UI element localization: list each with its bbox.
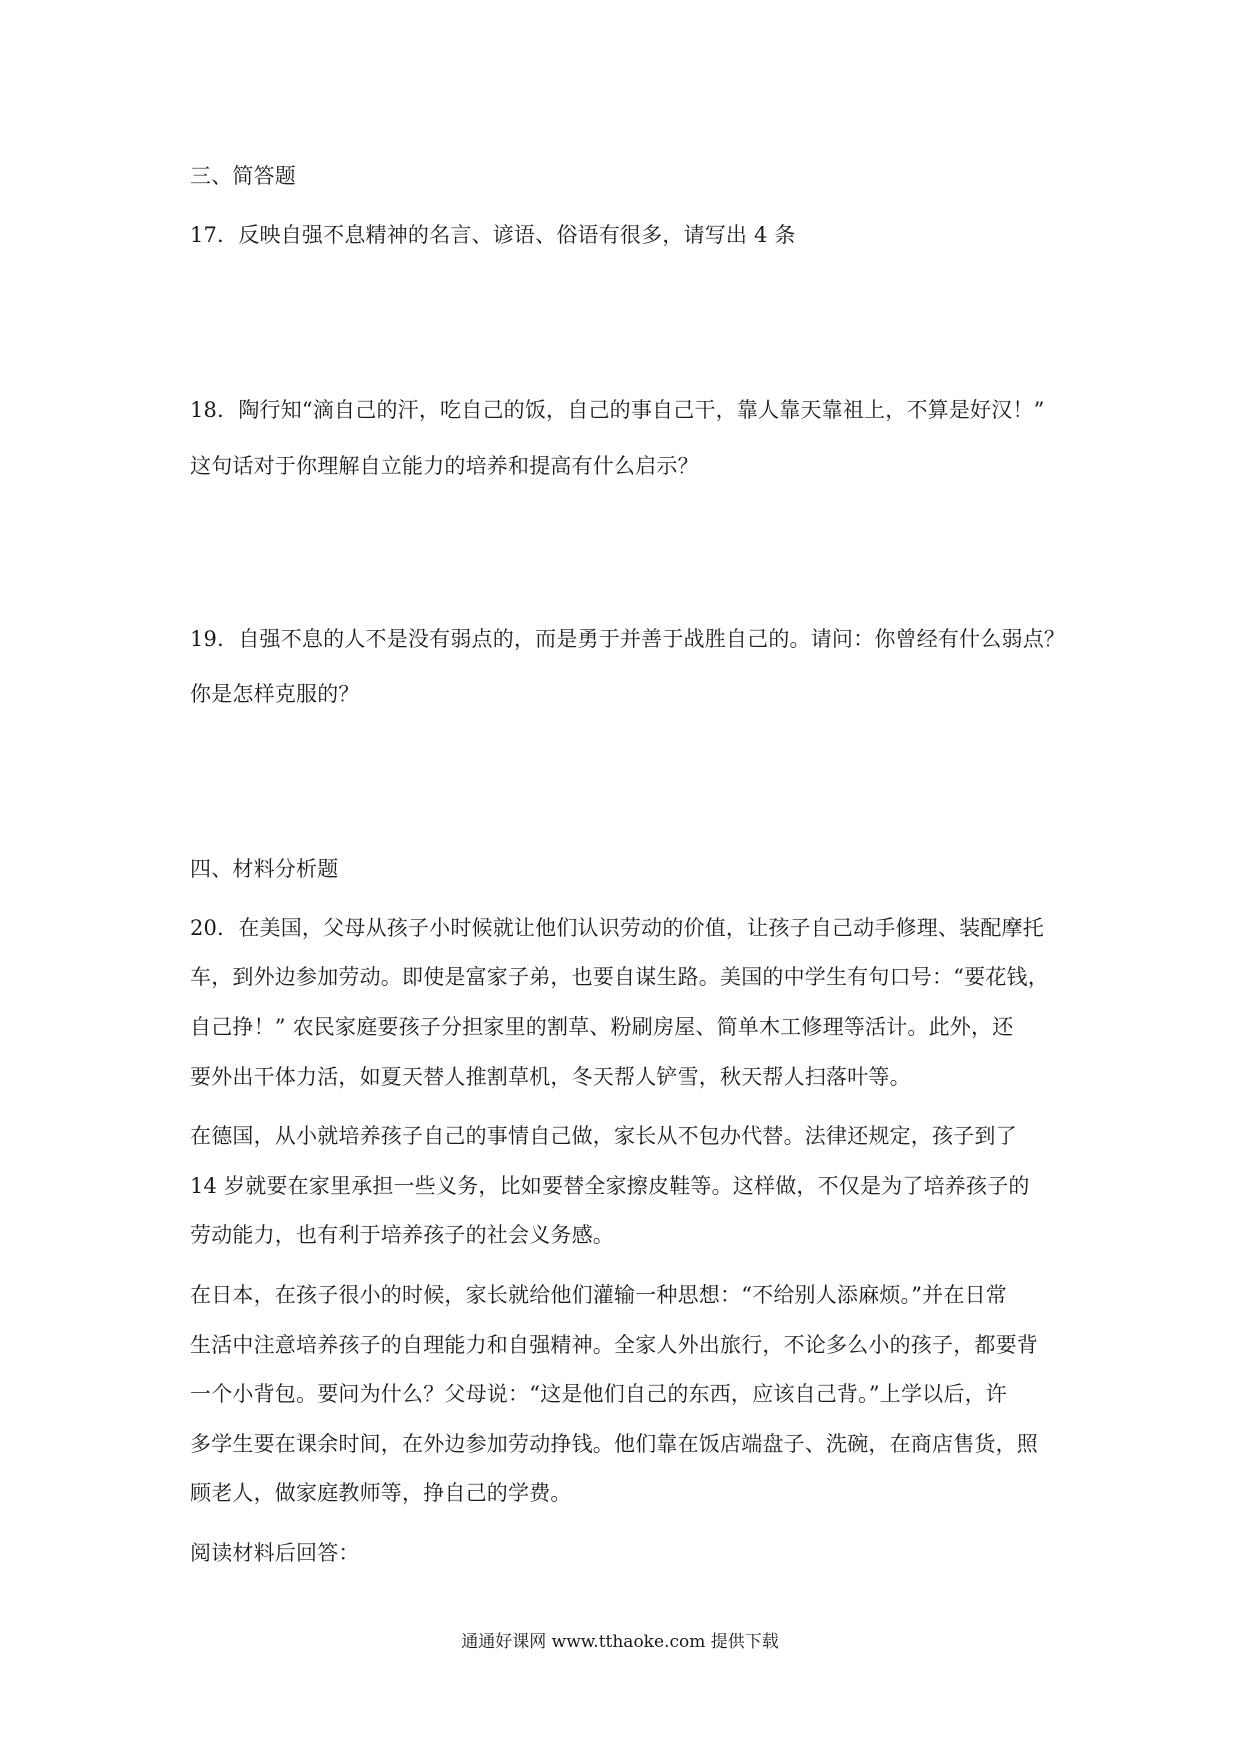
question-19-line-1: 19．自强不息的人不是没有弱点的，而是勇于并善于战胜自己的。请问：你曾经有什么弱点？ bbox=[190, 627, 1066, 651]
question-18-line-1: 18．陶行知“滴自己的汗，吃自己的饭，自己的事自己干，靠人靠天靠祖上，不算是好汉！” bbox=[190, 398, 1045, 422]
question-20-para-1-line-3: 自己挣！” 农民家庭要孩子分担家里的割草、粉刷房屋、简单木工修理等活计。此外，还 bbox=[190, 1015, 1014, 1039]
question-20-para-3-line-1: 在日本，在孩子很小的时候，家长就给他们灌输一种思想：“不给别人添麻烦。”并在日常 bbox=[190, 1283, 1007, 1307]
question-20-para-3-line-3: 一个小背包。要问为什么？父母说：“这是他们自己的东西，应该自己背。”上学以后，许 bbox=[190, 1382, 1007, 1406]
question-19-line-2: 你是怎样克服的？ bbox=[190, 682, 360, 706]
footer-source: 通通好课网 www.tthaoke.com 提供下载 bbox=[461, 1632, 779, 1652]
section-heading-material-analysis: 四、材料分析题 bbox=[190, 857, 339, 881]
question-20-para-2-line-1: 在德国，从小就培养孩子自己的事情自己做，家长从不包办代替。法律还规定，孩子到了 bbox=[190, 1124, 1017, 1148]
question-20-para-2-line-2: 14 岁就要在家里承担一些义务，比如要替全家擦皮鞋等。这样做，不仅是为了培养孩子的 bbox=[190, 1174, 1030, 1198]
question-20-para-1-line-1: 20．在美国，父母从孩子小时候就让他们认识劳动的价值，让孩子自己动手修理、装配摩托 bbox=[190, 916, 1044, 940]
question-20-prompt: 阅读材料后回答： bbox=[190, 1541, 360, 1565]
question-18-line-2: 这句话对于你理解自立能力的培养和提高有什么启示？ bbox=[190, 454, 699, 478]
question-20-para-3-line-5: 顾老人，做家庭教师等，挣自己的学费。 bbox=[190, 1481, 572, 1505]
question-20-para-3-line-4: 多学生要在课余时间，在外边参加劳动挣钱。他们靠在饭店端盘子、洗碗，在商店售货，照 bbox=[190, 1432, 1038, 1456]
section-heading-short-answer: 三、简答题 bbox=[190, 164, 296, 188]
question-20-para-3-line-2: 生活中注意培养孩子的自理能力和自强精神。全家人外出旅行，不论多么小的孩子，都要背 bbox=[190, 1333, 1038, 1357]
question-20-para-1-line-2: 车，到外边参加劳动。即使是富家子弟，也要自谋生路。美国的中学生有句口号：“要花钱， bbox=[190, 965, 1049, 989]
question-20-para-1-line-4: 要外出干体力活，如夏天替人推割草机，冬天帮人铲雪，秋天帮人扫落叶等。 bbox=[190, 1065, 911, 1089]
question-20-para-2-line-3: 劳动能力，也有利于培养孩子的社会义务感。 bbox=[190, 1223, 614, 1247]
question-17: 17．反映自强不息精神的名言、谚语、俗语有很多，请写出 4 条 bbox=[190, 223, 796, 247]
